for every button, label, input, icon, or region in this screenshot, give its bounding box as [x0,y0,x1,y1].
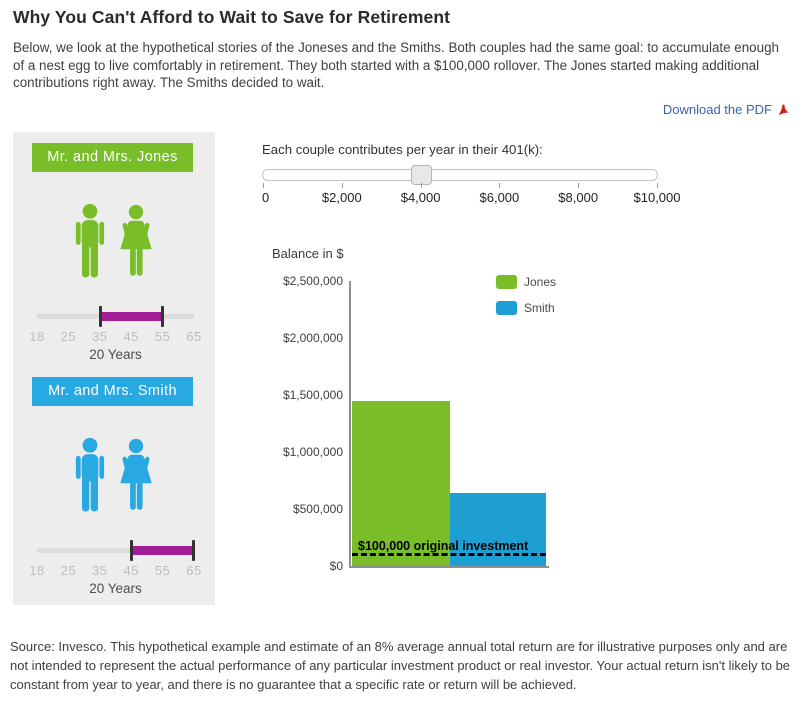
age-tick-label: 45 [123,329,139,344]
y-tick-label: $1,000,000 [282,445,343,459]
y-tick-label: $2,500,000 [282,274,343,288]
download-pdf-label[interactable]: Download the PDF [662,102,772,117]
slider-tick-label: $8,000 [558,190,599,205]
smith-contribution-range[interactable] [131,546,194,555]
age-tick-label: 35 [92,329,108,344]
smith-legend-swatch [496,301,517,315]
y-tick-label: $0 [329,559,343,573]
smith-duration-label: 20 Years [89,581,142,596]
male-icon [73,198,107,289]
age-tick-label: 65 [186,329,202,344]
source-disclaimer: Source: Invesco. This hypothetical example and estimate of an 8% average annual total return are for illustrative purposes only and are not intended to represent the actual performance of any particular investment product or real investor. Your actual return isn't likely to be constant from year to year, and there is no guarantee that a specific rate or return will be achieved. [10,639,791,692]
smith-range-start-handle[interactable] [130,540,133,561]
contribution-slider-handle[interactable] [411,165,432,185]
x-axis-line [349,566,549,568]
jones-duration-label: 20 Years [89,347,142,362]
jones-name-badge: Mr. and Mrs. Jones [32,143,193,172]
slider-tick-label: $4,000 [400,190,441,205]
age-tick-label: 18 [29,563,45,578]
jones-range-start-handle[interactable] [99,306,102,327]
original-investment-line [352,553,546,556]
pdf-icon[interactable] [777,103,790,117]
smith-name-badge: Mr. and Mrs. Smith [32,377,193,406]
age-tick-label: 25 [60,329,77,344]
download-pdf-link[interactable] [663,102,790,117]
age-tick-label: 18 [29,329,45,344]
smith-legend-label: Smith [524,301,555,315]
slider-tick-label: 0 [262,190,270,205]
smith-age-scale [29,563,202,578]
legend-item-smith [496,301,556,315]
age-tick-label: 45 [123,563,139,578]
chart-legend [496,275,556,327]
age-tick-label: 55 [154,563,171,578]
age-tick-label: 35 [92,563,108,578]
jones-card [13,143,215,371]
intro-text: Below, we look at the hypothetical stories of the Joneses and the Smiths. Both couples had the same goal: to accumulate enough of a nest egg to live comfortably in retirement. They both started with a $100,000 rollover. The Jones started making additional contributions right away. The Smiths decided to wait. [13,40,779,90]
jones-legend-swatch [496,275,517,289]
jones-range-end-handle[interactable] [161,306,164,327]
jones-age-scale [29,329,202,344]
female-icon [117,198,155,289]
slider-tick-label: $6,000 [479,190,520,205]
smith-card [13,377,215,605]
y-axis-labels [243,0,343,600]
smith-range-end-handle[interactable] [192,540,195,561]
jones-couple-figures [13,198,215,286]
age-tick-label: 55 [154,329,171,344]
jones-age-slider[interactable] [37,306,194,327]
slider-tick-label: $10,000 [633,190,681,205]
contribution-slider-label: Each couple contributes per year in their 401(k): [262,142,543,157]
jones-legend-label: Jones [524,275,557,289]
chart-title: Balance in $ [272,246,344,261]
smith-couple-figures [13,432,215,520]
male-icon [73,432,107,523]
page-title: Why You Can't Afford to Wait to Save for Retirement [13,7,451,27]
y-tick-label: $2,000,000 [282,331,343,345]
legend-item-jones [496,275,556,289]
original-investment-label: $100,000 original investment [358,539,529,553]
couples-panel [13,132,215,605]
slider-tick-label: $2,000 [321,190,362,205]
age-tick-label: 25 [60,563,77,578]
y-tick-label: $500,000 [292,502,343,516]
y-tick-label: $1,500,000 [282,388,343,402]
age-tick-label: 65 [186,563,202,578]
jones-contribution-range[interactable] [100,312,163,321]
female-icon [117,432,155,523]
smith-age-slider[interactable] [37,540,194,561]
